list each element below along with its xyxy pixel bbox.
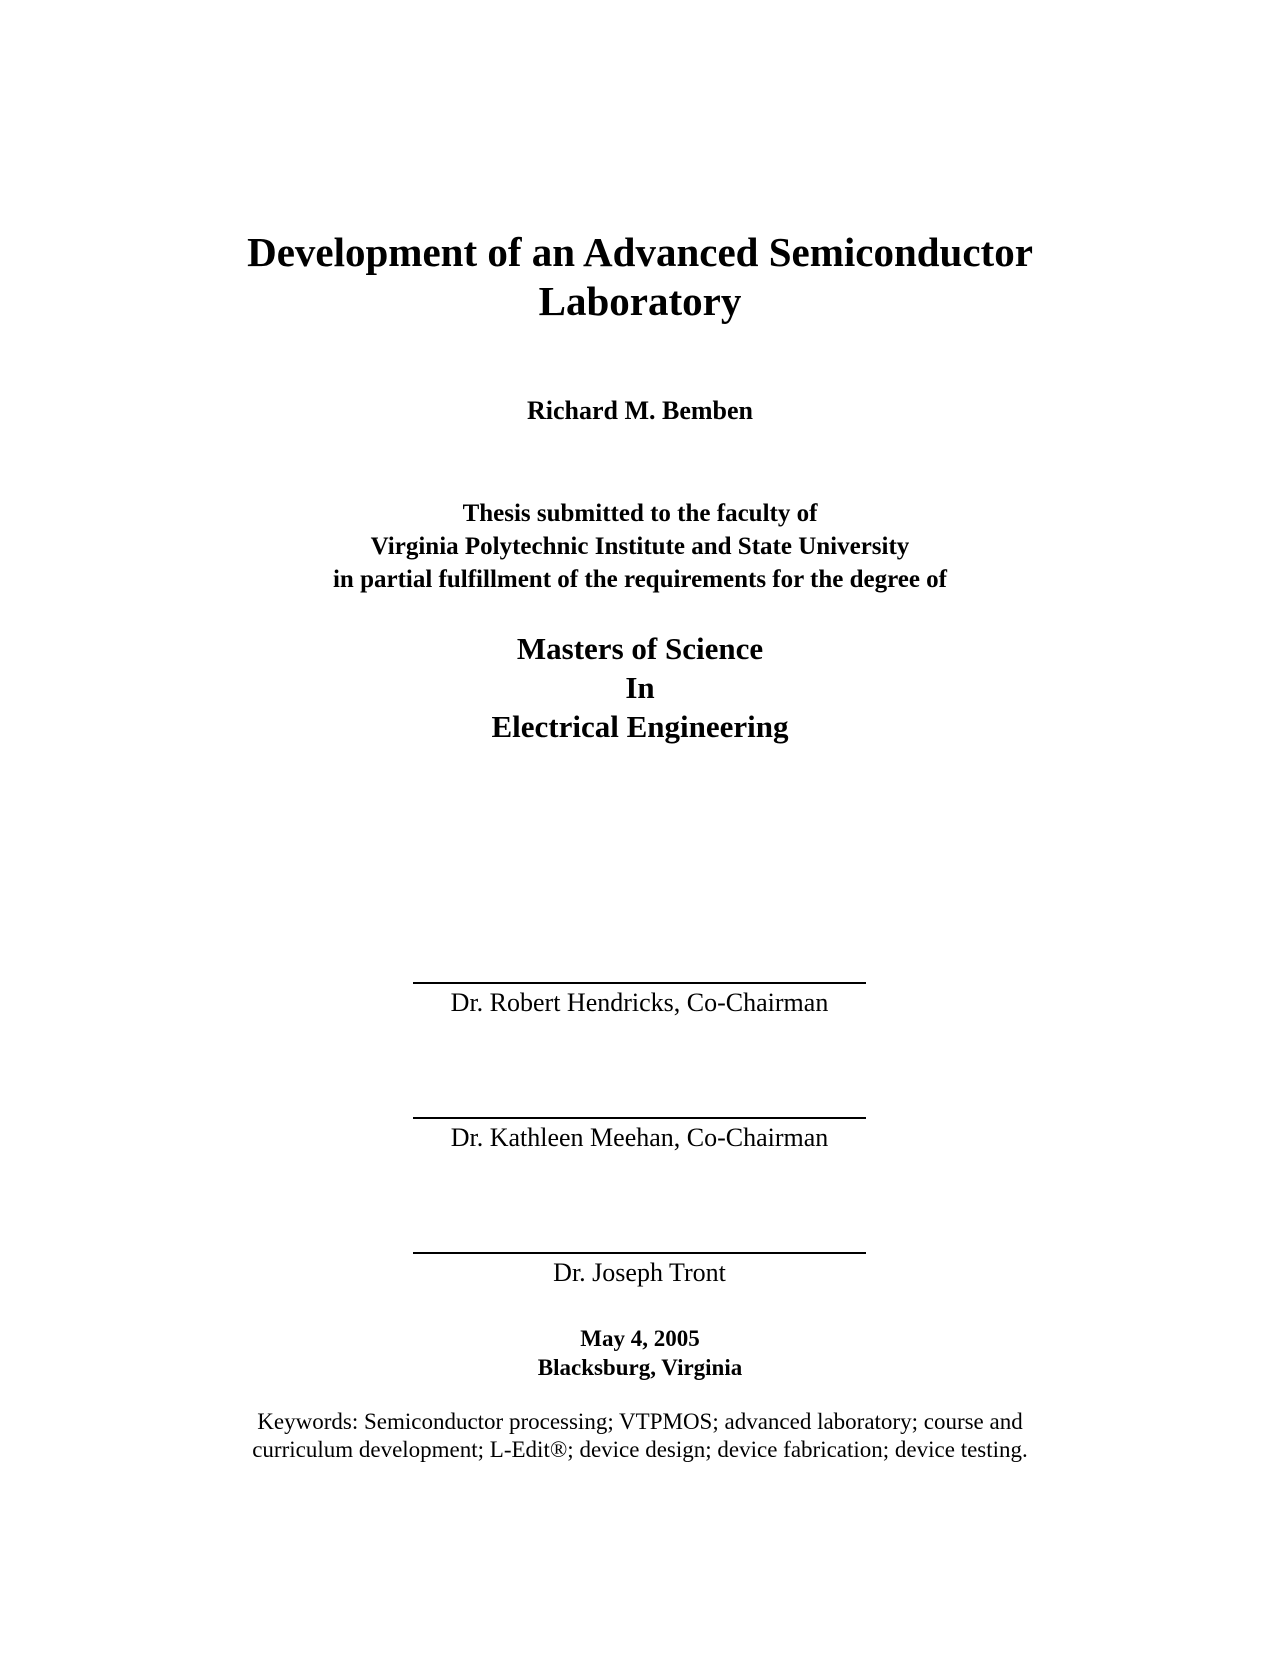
- submission-line-1: Thesis submitted to the faculty of: [462, 500, 818, 527]
- submission-line-2: Virginia Polytechnic Institute and State University: [370, 533, 910, 560]
- signature-block-tront: [413, 1252, 866, 1289]
- thesis-title-line-1: Development of an Advanced Semiconductor: [247, 229, 1033, 275]
- committee-member-name: Dr. Kathleen Meehan, Co-Chairman: [450, 1123, 829, 1152]
- date-location-block: [0, 1324, 1280, 1382]
- signature-line: [413, 1117, 866, 1119]
- submission-location: Blacksburg, Virginia: [537, 1355, 743, 1380]
- submission-statement: [0, 497, 1280, 596]
- degree-line-1: Masters of Science: [516, 631, 764, 666]
- thesis-title: [0, 228, 1280, 326]
- degree-line-3: Electrical Engineering: [491, 709, 789, 744]
- degree-line-2: In: [625, 670, 655, 705]
- degree-block: [0, 629, 1280, 746]
- signature-block-hendricks: [413, 982, 866, 1019]
- submission-date: May 4, 2005: [580, 1326, 700, 1351]
- keywords-line-2: curriculum development; L-Edit®; device design; device fabrication; device testing.: [252, 1437, 1028, 1462]
- committee-member-name: Dr. Robert Hendricks, Co-Chairman: [450, 988, 829, 1017]
- thesis-title-line-2: Laboratory: [538, 278, 742, 324]
- submission-line-3: in partial fulfillment of the requirements for the degree of: [332, 566, 948, 593]
- signature-line: [413, 982, 866, 984]
- committee-member-name: Dr. Joseph Tront: [553, 1258, 726, 1287]
- keywords: [0, 1408, 1280, 1464]
- author-name: Richard M. Bemben: [526, 396, 754, 425]
- signature-block-meehan: [413, 1117, 866, 1154]
- keywords-line-1: Keywords: Semiconductor processing; VTPMOS; advanced laboratory; course and: [257, 1409, 1023, 1434]
- signature-line: [413, 1252, 866, 1254]
